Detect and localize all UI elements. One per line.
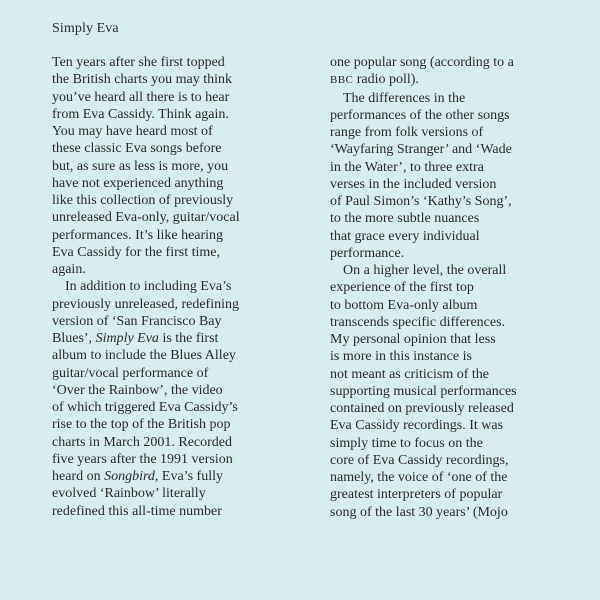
text-line: album to include the Blues Alley xyxy=(52,348,236,364)
text-line: ‘Over the Rainbow’, the video xyxy=(52,382,223,398)
text-line: but, as sure as less is more, you xyxy=(52,158,229,174)
text-line: song of the last 30 years’ (Mojo xyxy=(330,504,508,520)
text-line: performances. It’s like hearing xyxy=(52,227,224,243)
text-line: transcends specific differences. xyxy=(330,314,506,330)
text-line: Ten years after she first topped xyxy=(52,55,225,70)
text-line: not meant as criticism of the xyxy=(330,366,490,382)
left-column xyxy=(52,54,288,520)
text-line: Blues’, Simply Eva is the first xyxy=(52,331,219,346)
text-line: BBC radio poll). xyxy=(330,72,419,88)
text-line: You may have heard most of xyxy=(52,124,213,139)
text-line: performance. xyxy=(330,245,405,261)
text-line: five years after the 1991 version xyxy=(52,451,233,467)
text-line: contained on previously released xyxy=(330,401,514,416)
text-line: version of ‘San Francisco Bay xyxy=(52,313,222,329)
text-line: these classic Eva songs before xyxy=(52,141,222,157)
text-line: My personal opinion that less xyxy=(330,332,496,347)
page-title: Simply Eva xyxy=(52,21,119,36)
text-line: unreleased Eva-only, guitar/vocal xyxy=(52,210,240,226)
text-line: Eva Cassidy recordings. It was xyxy=(330,418,504,434)
text-line: In addition to including Eva’s xyxy=(65,279,232,295)
text-line: previously unreleased, redefining xyxy=(52,296,239,312)
text-line: one popular song (according to a xyxy=(330,55,514,70)
text-line: guitar/vocal performance of xyxy=(52,365,209,381)
text-line: Eva Cassidy for the first time, xyxy=(52,244,220,260)
text-line: that grace every individual xyxy=(330,228,480,244)
text-line: like this collection of previously xyxy=(52,193,234,208)
text-line: evolved ‘Rainbow’ literally xyxy=(52,486,206,502)
text-line: greatest interpreters of popular xyxy=(330,487,503,503)
right-column xyxy=(330,54,566,521)
text-line: of which triggered Eva Cassidy’s xyxy=(52,400,238,415)
text-line: of Paul Simon’s ‘Kathy’s Song’, xyxy=(330,194,512,209)
text-line: On a higher level, the overall xyxy=(343,263,507,278)
text-line: in the Water’, to three extra xyxy=(330,159,484,175)
text-line: core of Eva Cassidy recordings, xyxy=(330,452,509,468)
text-line: verses in the included version xyxy=(330,176,497,192)
text-line: to the more subtle nuances xyxy=(330,211,480,227)
text-line: you’ve heard all there is to hear xyxy=(52,89,230,105)
text-line: namely, the voice of ‘one of the xyxy=(330,470,508,485)
text-line: The differences in the xyxy=(343,90,466,106)
text-line: performances of the other songs xyxy=(330,107,510,123)
text-line: is more in this instance is xyxy=(330,349,472,365)
text-line: redefined this all-time number xyxy=(52,503,222,519)
text-line: to bottom Eva-only album xyxy=(330,297,478,313)
text-line: from Eva Cassidy. Think again. xyxy=(52,106,229,122)
text-line: the British charts you may think xyxy=(52,72,233,88)
text-line: charts in March 2001. Recorded xyxy=(52,434,232,450)
text-line: again. xyxy=(52,262,86,277)
text-line: heard on Songbird, Eva’s fully xyxy=(52,469,223,484)
text-line: simply time to focus on the xyxy=(330,435,483,451)
text-line: supporting musical performances xyxy=(330,383,517,399)
text-line: ‘Wayfaring Stranger’ and ‘Wade xyxy=(330,142,512,158)
text-line: rise to the top of the British pop xyxy=(52,417,231,433)
text-line: range from folk versions of xyxy=(330,125,484,140)
text-line: experience of the first top xyxy=(330,280,474,296)
text-line: have not experienced anything xyxy=(52,175,224,191)
